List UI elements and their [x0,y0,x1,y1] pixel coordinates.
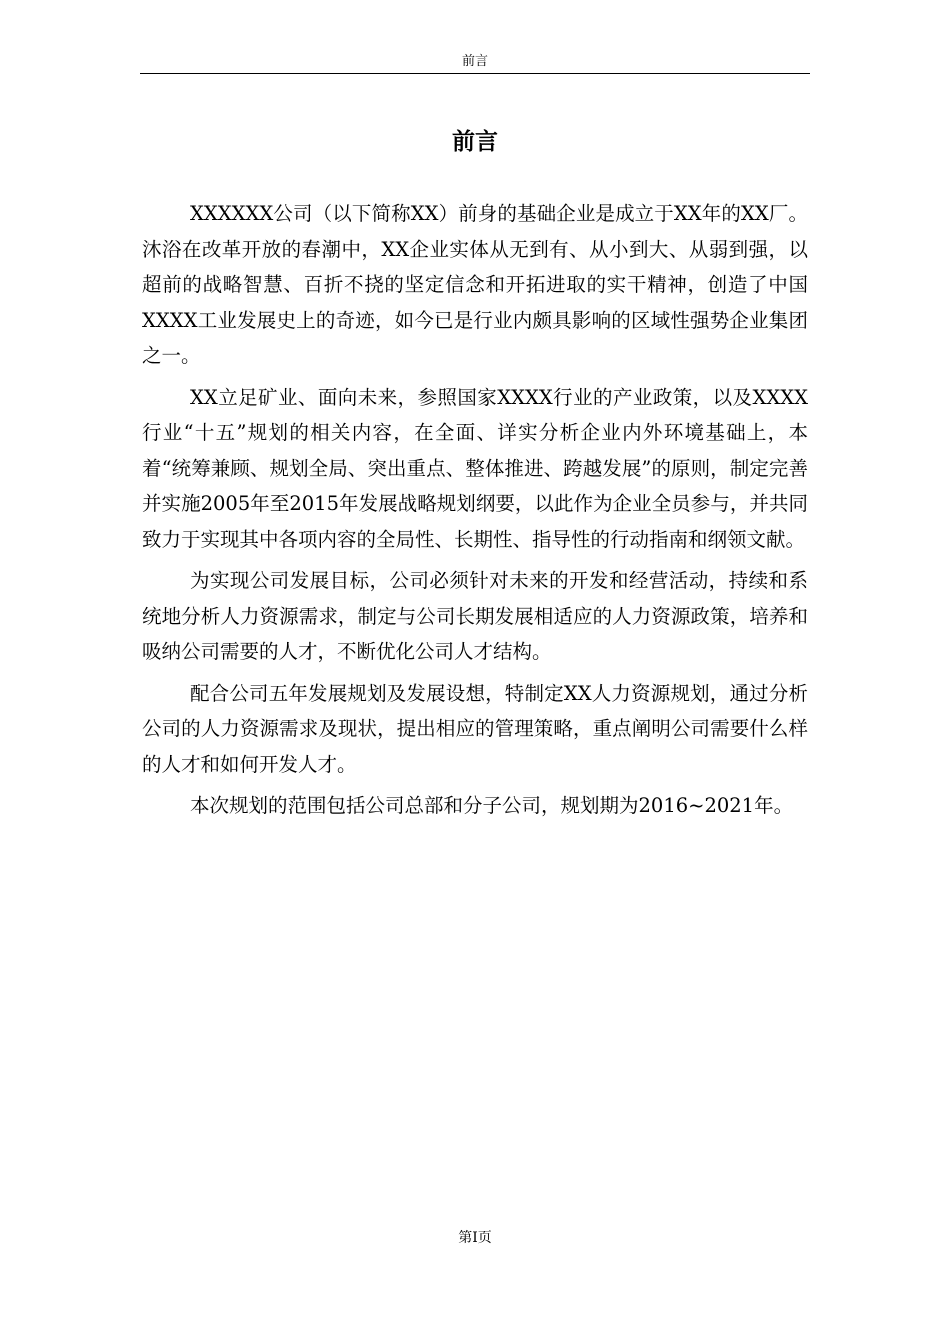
paragraph-hr-plan: 配合公司五年发展规划及发展设想，特制定XX人力资源规划，通过分析公司的人力资源需求及现状，提出相应的管理策略，重点阐明公司需要什么样的人才和如何开发人才。 [142,681,808,776]
page-number: 第I页 [458,1230,492,1246]
body-text [142,196,808,830]
page-title: 前言 [452,129,498,155]
paragraph-company-history: XXXXXX公司（以下简称XX）前身的基础企业是成立于XX年的XX厂。沐浴在改革开放的春潮中，XX企业实体从无到有、从小到大、从弱到强，以超前的战略智慧、百折不挠的坚定信念和开拓进取的实干精神，创造了中国XXXX工业发展史上的奇迹，如今已是行业内颇具影响的区域性强势企业集团之一。 [142,202,808,367]
paragraph-scope: 本次规划的范围包括公司总部和分子公司，规划期为2016~2021年。 [190,794,794,817]
running-header: 前言 [461,54,488,69]
paragraph-strategy: XX立足矿业、面向未来，参照国家XXXX行业的产业政策，以及XXXX行业“十五”规划的相关内容，在全面、详实分析企业内外环境基础上，本着“统筹兼顾、规划全局、突出重点、整体推进、跨越发展”的原则，制定完善并实施2005年至2015年发展战略规划纲要，以此作为企业全员参与，并共同致力于实现其中各项内容的全局性、长期性、指导性的行动指南和纲领文献。 [142,385,808,551]
paragraph-hr-goals: 为实现公司发展目标，公司必须针对未来的开发和经营活动，持续和系统地分析人力资源需求，制定与公司长期发展相适应的人力资源政策，培养和吸纳公司需要的人才，不断优化公司人才结构。 [142,569,808,663]
header-divider [140,73,810,74]
